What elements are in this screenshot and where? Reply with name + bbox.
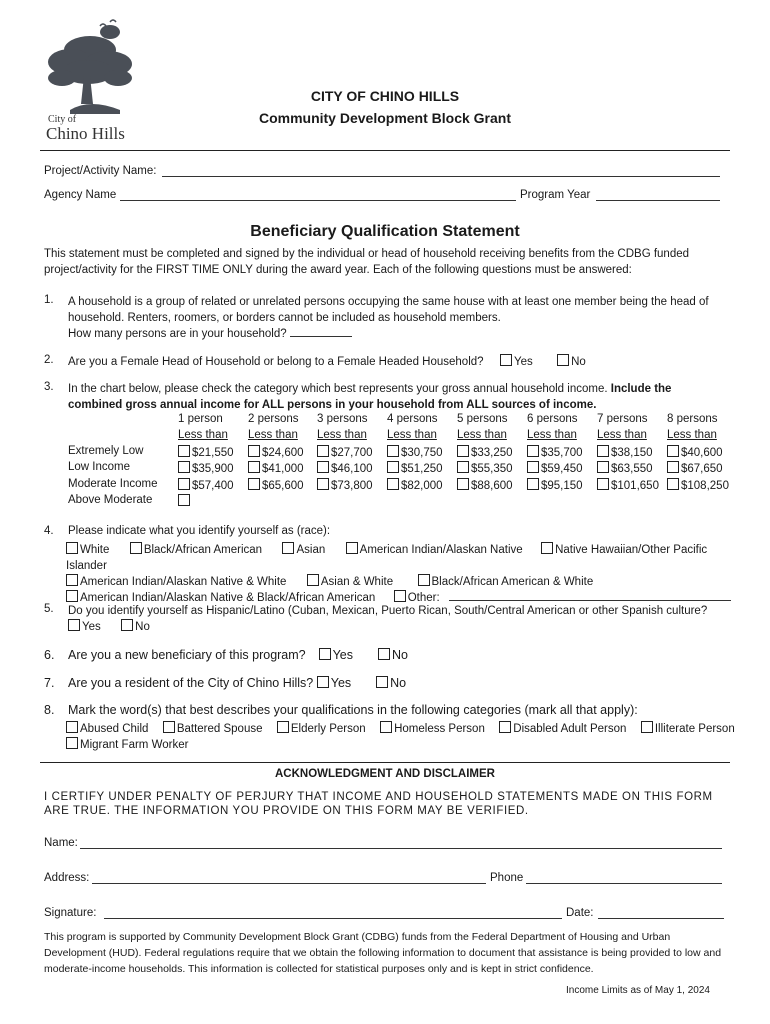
q5-text: Do you identify yourself as Hispanic/Latino (Cuban, Mexican, Puerto Rican, South/Central American or other Spanish culture? [68,605,708,617]
race-option-native-hawaiian[interactable]: Native Hawaiian/Other Pacific Islander [66,544,708,572]
income-cell[interactable]: $33,250 [457,445,513,459]
less-than-label: Less than [527,429,577,441]
race-option-white[interactable]: White [66,544,109,556]
less-than-label: Less than [457,429,507,441]
income-cell[interactable]: $108,250 [667,478,729,492]
income-limits-date: Income Limits as of May 1, 2024 [566,985,710,996]
income-cell[interactable]: $59,450 [527,461,583,475]
income-cell[interactable]: $63,550 [597,461,653,475]
q2-yes-checkbox[interactable] [500,354,512,366]
q5-yes-label: Yes [82,621,101,633]
q2-no-checkbox[interactable] [557,354,569,366]
income-cell[interactable]: $24,600 [248,445,304,459]
q7-no-label: No [390,676,407,690]
income-cell[interactable]: $51,250 [387,461,443,475]
q6-no-label: No [391,648,408,662]
income-cell[interactable]: $46,100 [317,461,373,475]
logo-name: Chino Hills [46,124,125,143]
address-field[interactable] [92,883,486,884]
race-option-black[interactable]: Black/African American [130,544,262,556]
race-option-other[interactable]: Other: [394,592,440,604]
header-4-persons: 4 persons [387,413,438,425]
less-than-label: Less than [387,429,437,441]
row-label-low-income: Low Income [68,461,131,473]
phone-field[interactable] [526,883,722,884]
less-than-label: Less than [667,429,717,441]
row-label-above-moderate: Above Moderate [68,494,153,506]
date-label: Date: [566,907,594,919]
less-than-label: Less than [317,429,367,441]
q2-yes-label: Yes [513,356,533,368]
income-cell[interactable]: $82,000 [387,478,443,492]
qual-disabled-adult[interactable]: Disabled Adult Person [499,723,626,735]
income-cell[interactable]: $55,350 [457,461,513,475]
phone-label: Phone [490,872,524,884]
q4-number: 4. [44,525,54,537]
ack-text: I CERTIFY UNDER PENALTY OF PERJURY THAT INCOME AND HOUSEHOLD STATEMENTS MADE ON THIS FORM ARE TRUE. THE INFORMATION YOU PROVIDE ON THIS FORM MAY BE VERIFIED. [44,791,713,817]
q7-yes-label: Yes [330,676,352,690]
less-than-label: Less than [178,429,228,441]
race-option-american-indian-black[interactable]: American Indian/Alaskan Native & Black/African American [66,592,375,604]
income-cell[interactable]: $67,650 [667,461,723,475]
footer-text: This program is supported by Community Development Block Grant (CDBG) funds from the Federal Department of Housing and Urban Development (HUD). Federal regulations require that we obtain the following information to document that assistance is being provided to low and moderate-income households. This information is collected for statistical purposes only and is kept in strict confidence. [44,931,722,975]
income-cell[interactable]: $35,700 [527,445,583,459]
header-1-person: 1 person [178,413,223,425]
q8-text: Mark the word(s) that best describes your qualifications in the following categories (mark all that apply): [68,703,638,717]
date-field[interactable] [598,918,724,919]
income-cell[interactable]: $95,150 [527,478,583,492]
less-than-label: Less than [597,429,647,441]
income-cell[interactable]: $30,750 [387,445,443,459]
income-cell[interactable]: $65,600 [248,478,304,492]
race-option-american-indian-white[interactable]: American Indian/Alaskan Native & White [66,576,286,588]
q7-number: 7. [44,676,55,690]
qual-abused-child[interactable]: Abused Child [66,723,148,735]
income-cell[interactable]: $27,700 [317,445,373,459]
household-size-field[interactable] [290,336,352,337]
signature-label: Signature: [44,907,97,919]
address-label: Address: [44,872,90,884]
q5-no-label: No [135,621,150,633]
header-3-persons: 3 persons [317,413,368,425]
q2-number: 2. [44,354,54,366]
q1-question: How many persons are in your household? [68,328,287,340]
q6-yes-checkbox[interactable] [319,648,331,660]
q6-number: 6. [44,648,55,662]
logo-city-of: City of [48,114,77,125]
q6-no-checkbox[interactable] [378,648,390,660]
less-than-label: Less than [248,429,298,441]
header-5-persons: 5 persons [457,413,508,425]
qual-illiterate-person[interactable]: Illiterate Person [641,723,735,735]
q3-number: 3. [44,381,54,393]
q5-yes-checkbox[interactable] [68,619,80,631]
q7-no-checkbox[interactable] [376,676,388,688]
row-label-moderate-income: Moderate Income [68,478,158,490]
income-cell[interactable]: $21,550 [178,445,234,459]
header-7-persons: 7 persons [597,413,648,425]
income-cell[interactable]: $57,400 [178,478,234,492]
above-moderate-checkbox[interactable] [178,494,192,508]
qual-homeless-person[interactable]: Homeless Person [380,723,485,735]
race-other-field[interactable] [449,600,731,601]
q2-no-label: No [571,356,586,368]
income-cell[interactable]: $41,000 [248,461,304,475]
q3-bold-text: Include the combined gross annual income for ALL persons in your household from ALL sources of income. [68,383,672,411]
race-option-american-indian[interactable]: American Indian/Alaskan Native [346,544,523,556]
name-label: Name: [44,837,78,849]
income-chart [40,413,740,513]
project-name-label: Project/Activity Name: [44,165,157,177]
q6-yes-label: Yes [332,648,353,662]
agency-name-field[interactable] [120,200,516,201]
qual-migrant-farm-worker[interactable]: Migrant Farm Worker [66,739,188,751]
q1-text: A household is a group of related or unrelated persons occupying the same house with at least one member being the head of household. Renters, roomers, or borders cannot be included as household members. [68,296,709,324]
agency-name-label: Agency Name [44,189,117,201]
qual-battered-spouse[interactable]: Battered Spouse [163,723,263,735]
name-field[interactable] [80,848,722,849]
race-option-black-white[interactable]: Black/African American & White [418,576,594,588]
q2-text: Are you a Female Head of Household or belong to a Female Headed Household? [68,356,484,368]
q5-number: 5. [44,603,54,615]
q7-text: Are you a resident of the City of Chino Hills? [68,676,314,690]
income-cell[interactable]: $73,800 [317,478,373,492]
income-cell[interactable]: $88,600 [457,478,513,492]
q4-text: Please indicate what you identify yourself as (race): [68,525,331,537]
q5-no-checkbox[interactable] [121,619,133,631]
income-cell[interactable]: $101,650 [597,478,659,492]
header-8-persons: 8 persons [667,413,718,425]
program-year-field[interactable] [596,200,720,201]
q1-number: 1. [44,294,54,306]
project-name-field[interactable] [162,176,720,177]
race-option-asian[interactable]: Asian [282,544,325,556]
intro-text: This statement must be completed and signed by the individual or head of household receiving benefits from the CDBG funded project/activity for the FIRST TIME ONLY during the award year. Each of the following questions must be answered: [44,248,690,276]
race-option-asian-white[interactable]: Asian & White [307,576,393,588]
form-title: Beneficiary Qualification Statement [250,223,520,240]
row-label-extremely-low: Extremely Low [68,445,144,457]
program-year-label: Program Year [520,189,591,201]
signature-field[interactable] [104,918,562,919]
header-6-persons: 6 persons [527,413,578,425]
q3-text: In the chart below, please check the category which best represents your gross annual household income. [68,383,608,395]
q6-text: Are you a new beneficiary of this program? [68,648,306,662]
income-cell[interactable]: $38,150 [597,445,653,459]
income-cell[interactable]: $35,900 [178,461,234,475]
income-cell[interactable]: $40,600 [667,445,723,459]
ack-title: ACKNOWLEDGMENT AND DISCLAIMER [275,768,495,780]
q8-number: 8. [44,703,55,717]
header-subtitle: Community Development Block Grant [258,110,512,126]
header-title: CITY OF CHINO HILLS [310,88,460,104]
qual-elderly-person[interactable]: Elderly Person [277,723,366,735]
header-2-persons: 2 persons [248,413,299,425]
q7-yes-checkbox[interactable] [317,676,329,688]
